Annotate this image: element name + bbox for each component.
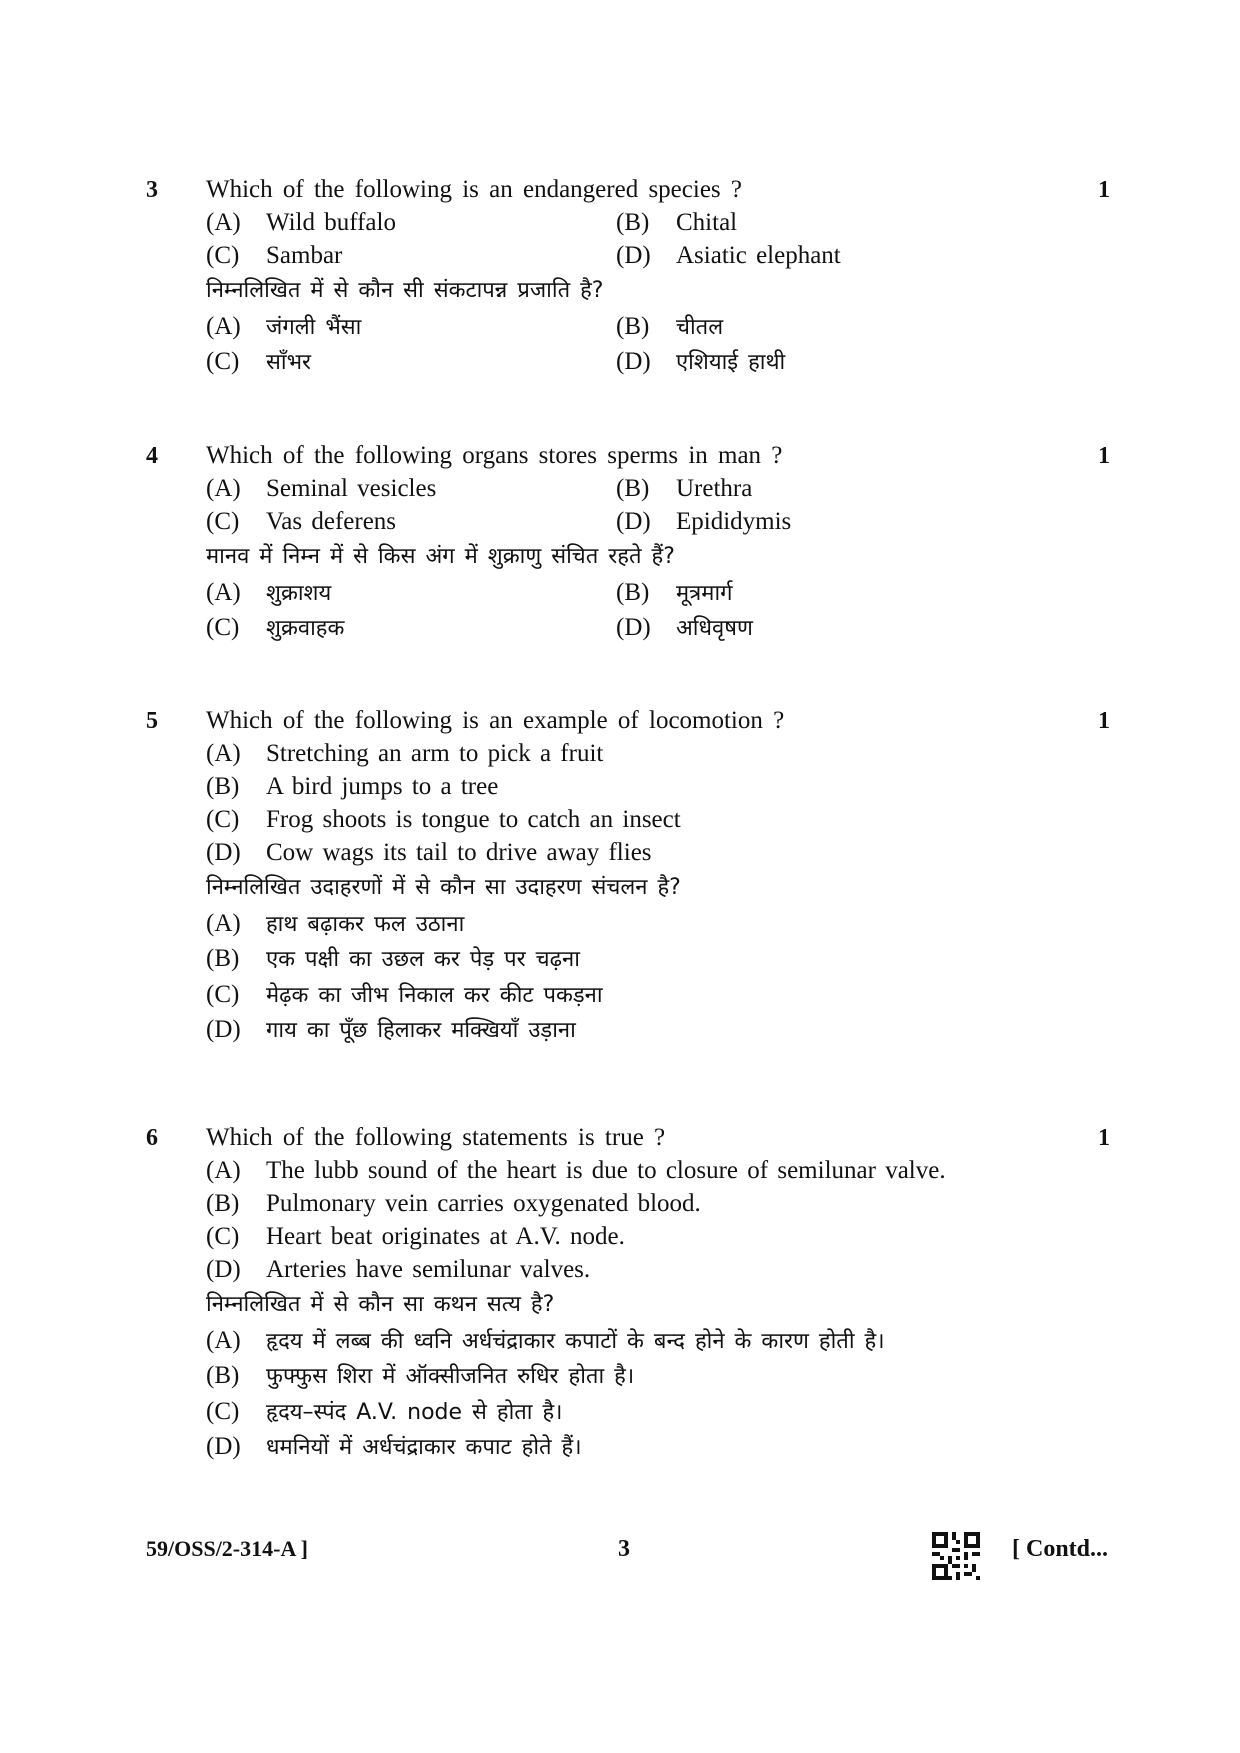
- hindi-question-text: निम्नलिखित में से कौन सी संकटापन्न प्रजाति है?: [206, 278, 604, 303]
- question-text: Which of the following organs stores sperms in man ?: [206, 442, 783, 469]
- option-b: (B) Chital: [616, 209, 738, 236]
- question-number: 5: [146, 708, 158, 734]
- page-footer: [0, 1532, 1240, 1572]
- option-c: (C) Vas deferens: [206, 508, 397, 535]
- hindi-option-c: (C) हृदय–स्पंद A.V. node से होता है।: [206, 1398, 563, 1425]
- question-text: Which of the following statements is true ?: [206, 1124, 666, 1151]
- qr-code-icon: [932, 1532, 980, 1580]
- hindi-option-c: (C) शुक्रवाहक: [206, 614, 345, 641]
- question-number: 4: [146, 443, 158, 469]
- continued-label: [ Contd...: [1012, 1536, 1109, 1562]
- hindi-question-text: मानव में निम्न में से किस अंग में शुक्राणु संचित रहते हैं?: [206, 544, 675, 569]
- option-b: (B) A bird jumps to a tree: [206, 773, 499, 800]
- hindi-option-d: (D) एशियाई हाथी: [616, 348, 786, 375]
- paper-code: 59/OSS/2-314-A ]: [146, 1536, 308, 1561]
- hindi-option-a: (A) हृदय में लब्ब की ध्वनि अर्धचंद्राकार कपाटों के बन्द होने के कारण होती है।: [206, 1327, 885, 1354]
- hindi-question-text: निम्नलिखित में से कौन सा कथन सत्य है?: [206, 1292, 555, 1317]
- option-a: (A) Wild buffalo: [206, 209, 396, 236]
- page-number: 3: [618, 1536, 630, 1562]
- hindi-option-c: (C) मेढ़क का जीभ निकाल कर कीट पकड़ना: [206, 981, 603, 1008]
- hindi-option-a: (A) शुक्राशय: [206, 579, 332, 606]
- question-marks: 1: [1098, 443, 1110, 469]
- hindi-option-b: (B) चीतल: [616, 313, 724, 340]
- hindi-option-a: (A) हाथ बढ़ाकर फल उठाना: [206, 910, 465, 937]
- hindi-option-d: (D) धमनियों में अर्धचंद्राकार कपाट होते हैं।: [206, 1433, 582, 1460]
- hindi-option-d: (D) गाय का पूँछ हिलाकर मक्खियाँ उड़ाना: [206, 1016, 576, 1043]
- option-d: (D) Epididymis: [616, 508, 792, 535]
- question-marks: 1: [1098, 177, 1110, 203]
- hindi-question-text: निम्नलिखित उदाहरणों में से कौन सा उदाहरण संचलन है?: [206, 875, 681, 900]
- option-a: (A) The lubb sound of the heart is due to closure of semilunar valve.: [206, 1157, 946, 1184]
- option-a: (A) Stretching an arm to pick a fruit: [206, 740, 604, 767]
- hindi-option-d: (D) अधिवृषण: [616, 614, 753, 641]
- question-text: Which of the following is an endangered species ?: [206, 176, 742, 203]
- option-d: (D) Arteries have semilunar valves.: [206, 1256, 591, 1283]
- question-number: 3: [146, 177, 158, 203]
- hindi-option-a: (A) जंगली भैंसा: [206, 313, 362, 340]
- option-b: (B) Urethra: [616, 475, 753, 502]
- hindi-option-c: (C) साँभर: [206, 348, 312, 375]
- hindi-option-b: (B) मूत्रमार्ग: [616, 579, 733, 606]
- question-marks: 1: [1098, 1125, 1110, 1151]
- hindi-option-b: (B) फुफ्फुस शिरा में ऑक्सीजनित रुधिर होता है।: [206, 1362, 635, 1389]
- question-text: Which of the following is an example of locomotion ?: [206, 707, 785, 734]
- question-marks: 1: [1098, 708, 1110, 734]
- option-d: (D) Asiatic elephant: [616, 242, 841, 269]
- hindi-option-b: (B) एक पक्षी का उछल कर पेड़ पर चढ़ना: [206, 945, 580, 972]
- option-a: (A) Seminal vesicles: [206, 475, 437, 502]
- option-d: (D) Cow wags its tail to drive away flies: [206, 839, 652, 866]
- question-number: 6: [146, 1125, 158, 1151]
- option-b: (B) Pulmonary vein carries oxygenated blood.: [206, 1190, 701, 1217]
- option-c: (C) Frog shoots is tongue to catch an insect: [206, 806, 681, 833]
- option-c: (C) Sambar: [206, 242, 343, 269]
- option-c: (C) Heart beat originates at A.V. node.: [206, 1223, 625, 1250]
